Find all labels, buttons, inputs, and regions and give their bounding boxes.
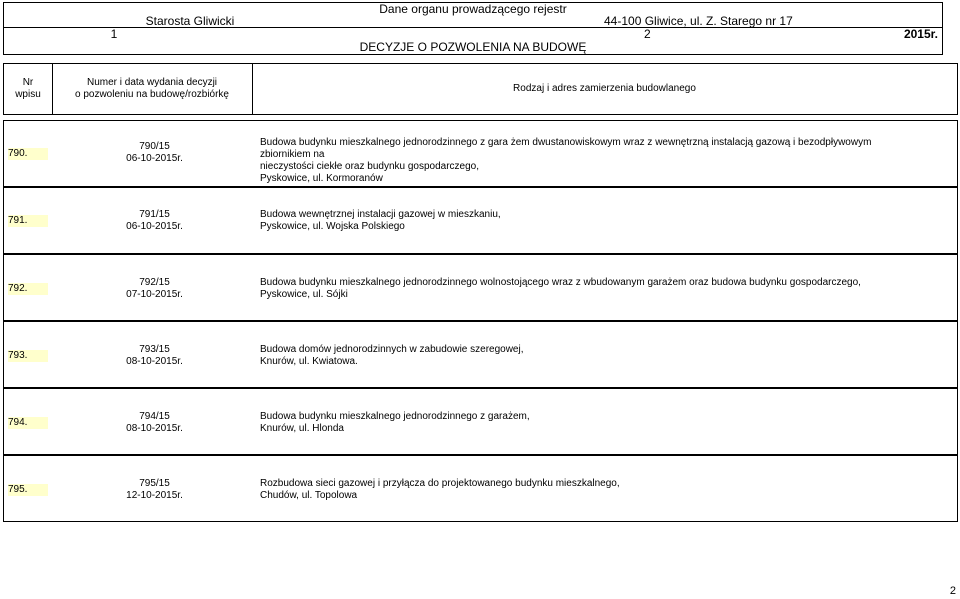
decision-date: 06-10-2015r. xyxy=(126,221,183,232)
decision-date: 12-10-2015r. xyxy=(126,490,183,501)
decision-number: 794/15 xyxy=(139,411,170,422)
decision-number: 792/15 xyxy=(139,277,170,288)
description-line: Budowa wewnętrznej instalacji gazowej w mieszkaniu, xyxy=(260,209,501,220)
decision-date: 07-10-2015r. xyxy=(126,289,183,300)
description-line: Knurów, ul. Kwiatowa. xyxy=(260,356,358,367)
table-row xyxy=(3,388,958,455)
decision-number: 791/15 xyxy=(139,209,170,220)
description-line: Pyskowice, ul. Kormoranów xyxy=(260,173,383,184)
register-title-text: Dane organu prowadzącego rejestr xyxy=(379,2,567,16)
decision-cell xyxy=(52,411,257,435)
register-name-text: DECYZJE O POZWOLENIA NA BUDOWĘ xyxy=(359,40,587,54)
description-cell xyxy=(260,209,917,233)
decision-number: 795/15 xyxy=(139,478,170,489)
decision-cell xyxy=(52,209,257,233)
decision-date: 08-10-2015r. xyxy=(126,356,183,367)
description-cell xyxy=(260,411,917,435)
column-header-nr-line1: Nr xyxy=(22,77,34,88)
description-line: Pyskowice, ul. Sójki xyxy=(260,289,348,300)
entry-number: 792. xyxy=(8,283,48,295)
description-line: nieczystości ciekłe oraz budynku gospodarczego, xyxy=(260,161,480,172)
column-header-decision-line2: o pozwoleniu na budowę/rozbiórkę xyxy=(75,89,229,100)
authority-name: Starosta Gliwicki xyxy=(145,14,235,28)
decision-cell xyxy=(52,478,257,502)
authority-address: 44-100 Gliwice, ul. Z. Starego nr 17 xyxy=(604,14,793,28)
table-row xyxy=(3,254,958,321)
column-header-decision-line1: Numer i data wydania decyzji xyxy=(86,77,218,88)
table-row xyxy=(3,187,958,254)
description-line: Budowa budynku mieszkalnego jednorodzinnego wolnostojącego wraz z wbudowanym garażem oraz budowa budynku gospodarczego, xyxy=(260,277,861,288)
decision-date: 06-10-2015r. xyxy=(126,153,183,164)
numbering-row xyxy=(3,27,943,41)
description-line: Budowa budynku mieszkalnego jednorodzinnego z gara żem dwustanowiskowym wraz z wewnętrzną instalacją gazową i bezodpływowym zbiornikiem na xyxy=(260,137,872,160)
table-row xyxy=(3,120,958,187)
description-line: Budowa budynku mieszkalnego jednorodzinnego z garażem, xyxy=(260,411,530,422)
decision-cell xyxy=(52,277,257,301)
decision-date: 08-10-2015r. xyxy=(126,423,183,434)
column-header-nr xyxy=(4,64,53,114)
column-header-description xyxy=(252,64,957,114)
column-number-2: 2 xyxy=(644,27,651,41)
description-cell xyxy=(260,478,917,502)
register-year: 2015r. xyxy=(903,27,938,41)
register-title xyxy=(3,2,943,16)
entry-number: 795. xyxy=(8,484,48,496)
decision-number: 790/15 xyxy=(139,141,170,152)
description-cell xyxy=(260,277,917,301)
column-header-decision xyxy=(52,64,253,114)
column-header-row xyxy=(3,63,958,115)
entry-number: 793. xyxy=(8,350,48,362)
decision-number: 793/15 xyxy=(139,344,170,355)
table-row xyxy=(3,321,958,388)
column-number-1: 1 xyxy=(110,27,118,41)
description-line: Budowa domów jednorodzinnych w zabudowie szeregowej, xyxy=(260,344,524,355)
description-line: Rozbudowa sieci gazowej i przyłącza do projektowanego budynku mieszkalnego, xyxy=(260,478,620,489)
column-header-nr-line2: wpisu xyxy=(15,89,41,100)
entry-number: 794. xyxy=(8,417,48,429)
description-cell xyxy=(260,344,917,368)
decision-cell xyxy=(52,344,257,368)
page-number: 2 xyxy=(949,585,956,597)
register-name xyxy=(3,40,943,55)
table-row xyxy=(3,455,958,522)
description-line: Pyskowice, ul. Wojska Polskiego xyxy=(260,221,405,232)
description-cell xyxy=(260,137,917,185)
description-line: Knurów, ul. Hlonda xyxy=(260,423,344,434)
entry-number: 791. xyxy=(8,215,48,227)
decision-cell xyxy=(52,141,257,165)
column-header-description-text: Rodzaj i adres zamierzenia budowlanego xyxy=(513,83,696,94)
entry-number: 790. xyxy=(8,148,48,160)
description-line: Chudów, ul. Topolowa xyxy=(260,490,358,501)
